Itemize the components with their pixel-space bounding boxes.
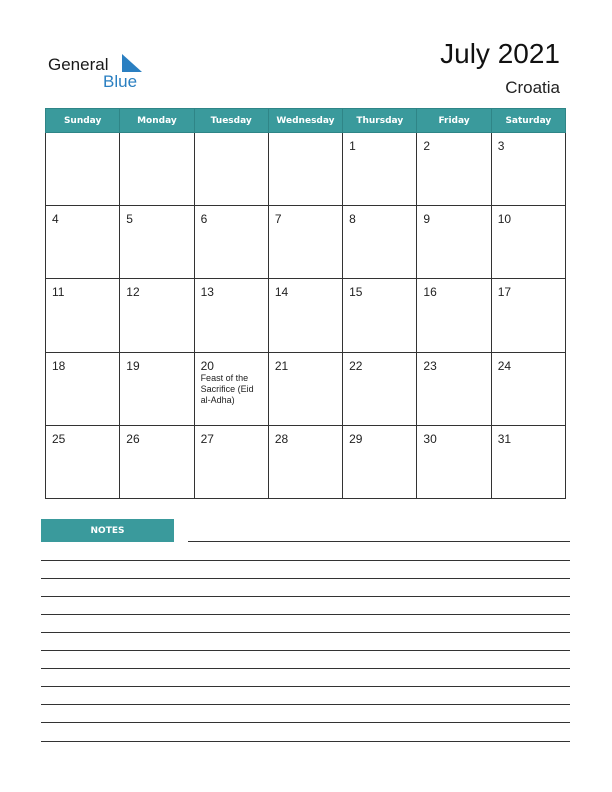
weekday-wednesday: Wednesday <box>268 109 342 133</box>
note-line <box>41 741 570 742</box>
day-cell <box>491 279 565 352</box>
day-number: 19 <box>126 358 140 373</box>
day-cell <box>46 352 120 425</box>
day-cell <box>120 425 194 498</box>
day-cell <box>194 279 268 352</box>
logo-triangle-icon <box>120 54 144 72</box>
note-line <box>41 704 570 705</box>
day-cell <box>268 425 342 498</box>
weekday-tuesday: Tuesday <box>194 109 268 133</box>
day-cell <box>343 206 417 279</box>
day-number: 25 <box>52 431 66 446</box>
logo-text-blue: Blue <box>103 72 138 91</box>
day-number: 3 <box>497 139 505 153</box>
day-number: 22 <box>349 358 363 373</box>
day-number: 18 <box>52 358 66 373</box>
day-number: 23 <box>423 358 437 373</box>
day-cell <box>417 279 491 352</box>
holiday-label: Feast of the Sacrifice (Eid al-Adha) <box>200 372 254 405</box>
day-number: 15 <box>349 285 363 300</box>
note-line <box>41 722 570 723</box>
day-number: 13 <box>200 285 214 300</box>
note-line <box>188 541 570 542</box>
week-row <box>46 352 566 425</box>
day-cell <box>491 352 565 425</box>
logo-text-general: General <box>48 55 109 74</box>
day-number: 10 <box>497 212 512 227</box>
day-number: 21 <box>274 358 289 373</box>
day-cell <box>417 206 491 279</box>
note-line <box>41 578 570 579</box>
weekday-header-row <box>46 109 566 133</box>
day-cell <box>194 352 268 425</box>
weekday-sunday: Sunday <box>46 109 120 133</box>
day-cell <box>417 352 491 425</box>
day-cell <box>491 133 565 206</box>
notes-label: NOTES <box>41 519 174 542</box>
note-line <box>41 596 570 597</box>
day-cell <box>417 425 491 498</box>
day-number: 5 <box>126 212 133 227</box>
note-line <box>41 650 570 651</box>
note-line <box>41 668 570 669</box>
day-number: 1 <box>349 139 356 153</box>
day-cell <box>343 279 417 352</box>
day-cell <box>46 133 120 206</box>
weekday-friday: Friday <box>417 109 491 133</box>
day-number: 8 <box>349 212 356 227</box>
day-number: 2 <box>423 139 431 153</box>
calendar-grid <box>45 108 566 499</box>
weekday-monday: Monday <box>120 109 194 133</box>
day-number: 28 <box>274 431 289 446</box>
day-number: 20 <box>200 358 214 373</box>
day-number: 7 <box>274 212 282 227</box>
day-cell <box>343 425 417 498</box>
day-number: 29 <box>349 431 363 446</box>
weekday-thursday: Thursday <box>343 109 417 133</box>
week-row <box>46 133 566 206</box>
note-line <box>41 632 570 633</box>
weekday-saturday: Saturday <box>491 109 565 133</box>
day-cell <box>491 425 565 498</box>
day-number: 14 <box>274 285 289 300</box>
week-row <box>46 206 566 279</box>
week-row <box>46 279 566 352</box>
day-number: 6 <box>200 212 208 227</box>
country-name: Croatia <box>505 78 560 97</box>
day-number: 16 <box>423 285 437 300</box>
day-number: 4 <box>52 212 59 227</box>
day-number: 27 <box>200 431 214 446</box>
day-number: 17 <box>497 285 512 300</box>
day-number: 12 <box>126 285 140 300</box>
month-year-title: July 2021 <box>440 38 560 69</box>
day-cell <box>268 206 342 279</box>
day-cell <box>268 352 342 425</box>
day-cell <box>491 206 565 279</box>
note-line <box>41 686 570 687</box>
note-line <box>41 614 570 615</box>
day-cell <box>417 133 491 206</box>
week-row <box>46 425 566 498</box>
day-cell <box>46 279 120 352</box>
day-cell <box>268 133 342 206</box>
day-cell <box>343 352 417 425</box>
day-number: 26 <box>126 431 140 446</box>
day-cell <box>194 425 268 498</box>
day-number: 9 <box>423 212 431 227</box>
day-cell <box>194 133 268 206</box>
day-cell <box>343 133 417 206</box>
day-cell <box>194 206 268 279</box>
day-number: 30 <box>423 431 437 446</box>
day-number: 31 <box>497 431 512 446</box>
day-cell <box>120 206 194 279</box>
day-number: 11 <box>52 285 65 300</box>
day-cell <box>46 206 120 279</box>
note-line <box>41 560 570 561</box>
day-cell <box>120 279 194 352</box>
day-number: 24 <box>497 358 512 373</box>
day-cell <box>268 279 342 352</box>
day-cell <box>120 352 194 425</box>
day-cell <box>120 133 194 206</box>
day-cell <box>46 425 120 498</box>
generalblue-logo <box>48 52 158 92</box>
